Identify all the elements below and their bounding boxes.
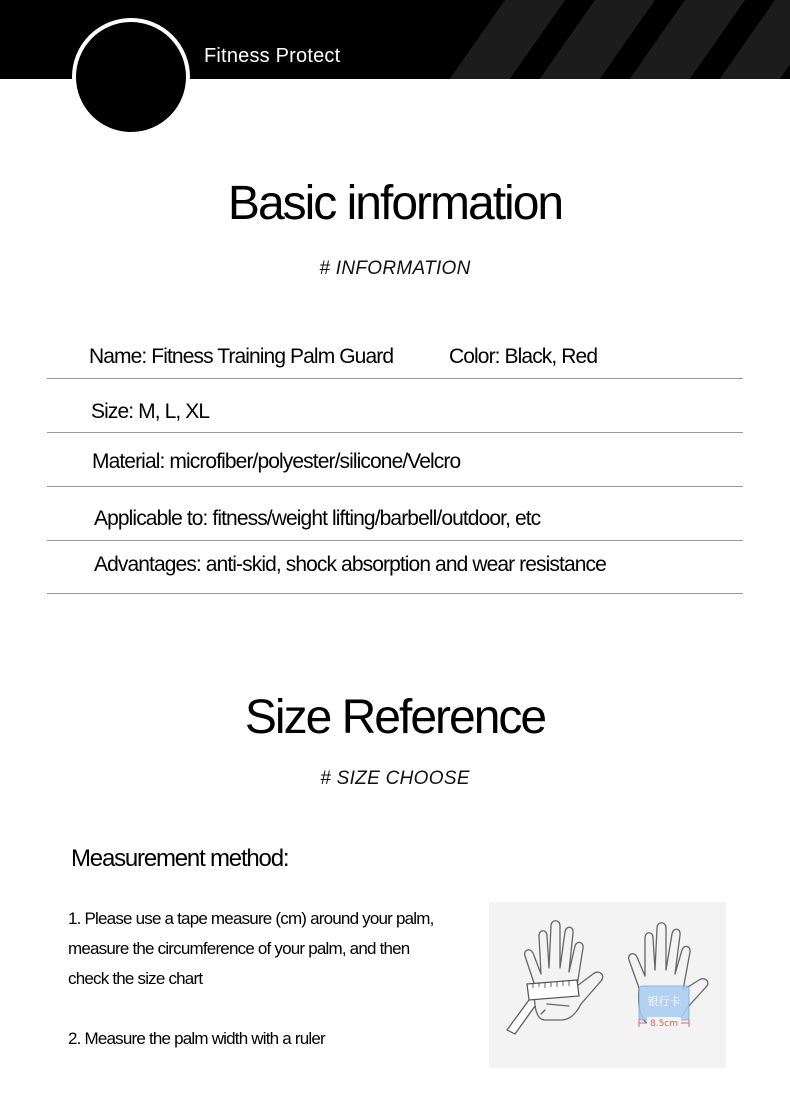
measurement-step-line: 2. Measure the palm width with a ruler: [68, 1029, 325, 1048]
info-advantages: Advantages: anti-skid, shock absorption and wear resistance: [94, 553, 606, 576]
info-color: Color: Black, Red: [449, 345, 598, 368]
info-row-advantages: [47, 540, 743, 594]
hands-drawing: [489, 902, 726, 1068]
info-applicable: Applicable to: fitness/weight lifting/barbell/outdoor, etc: [94, 507, 541, 530]
hand-measurement-illustration: [489, 902, 726, 1068]
logo-circle: [72, 18, 190, 136]
info-row-material: [47, 433, 743, 487]
size-reference-subtitle: # SIZE CHOOSE: [320, 768, 470, 789]
measurement-step-line: measure the circumference of your palm, and then: [68, 939, 410, 958]
info-row-size: [47, 379, 743, 433]
basic-info-subtitle: # INFORMATION: [319, 258, 471, 279]
brand-label: Fitness Protect: [204, 45, 341, 67]
info-row-applicable: [47, 487, 743, 541]
measurement-method-title: Measurement method:: [71, 845, 289, 872]
bank-card-icon: [639, 986, 689, 1029]
size-reference-title: Size Reference: [244, 691, 546, 744]
info-name: Name: Fitness Training Palm Guard: [89, 345, 394, 368]
card-width-label: 8.5cm: [649, 1019, 679, 1029]
info-size: Size: M, L, XL: [91, 400, 210, 423]
card-label: 银行卡: [647, 995, 681, 1008]
tape-measure-icon: [507, 980, 579, 1034]
measurement-step-line: 1. Please use a tape measure (cm) around your palm,: [68, 909, 434, 928]
measurement-step-line: check the size chart: [68, 969, 203, 988]
basic-info-title: Basic information: [227, 177, 563, 230]
info-row-name-color: [47, 325, 743, 379]
left-hand-icon: [525, 921, 603, 1020]
info-material: Material: microfiber/polyester/silicone/Velcro: [92, 450, 461, 473]
